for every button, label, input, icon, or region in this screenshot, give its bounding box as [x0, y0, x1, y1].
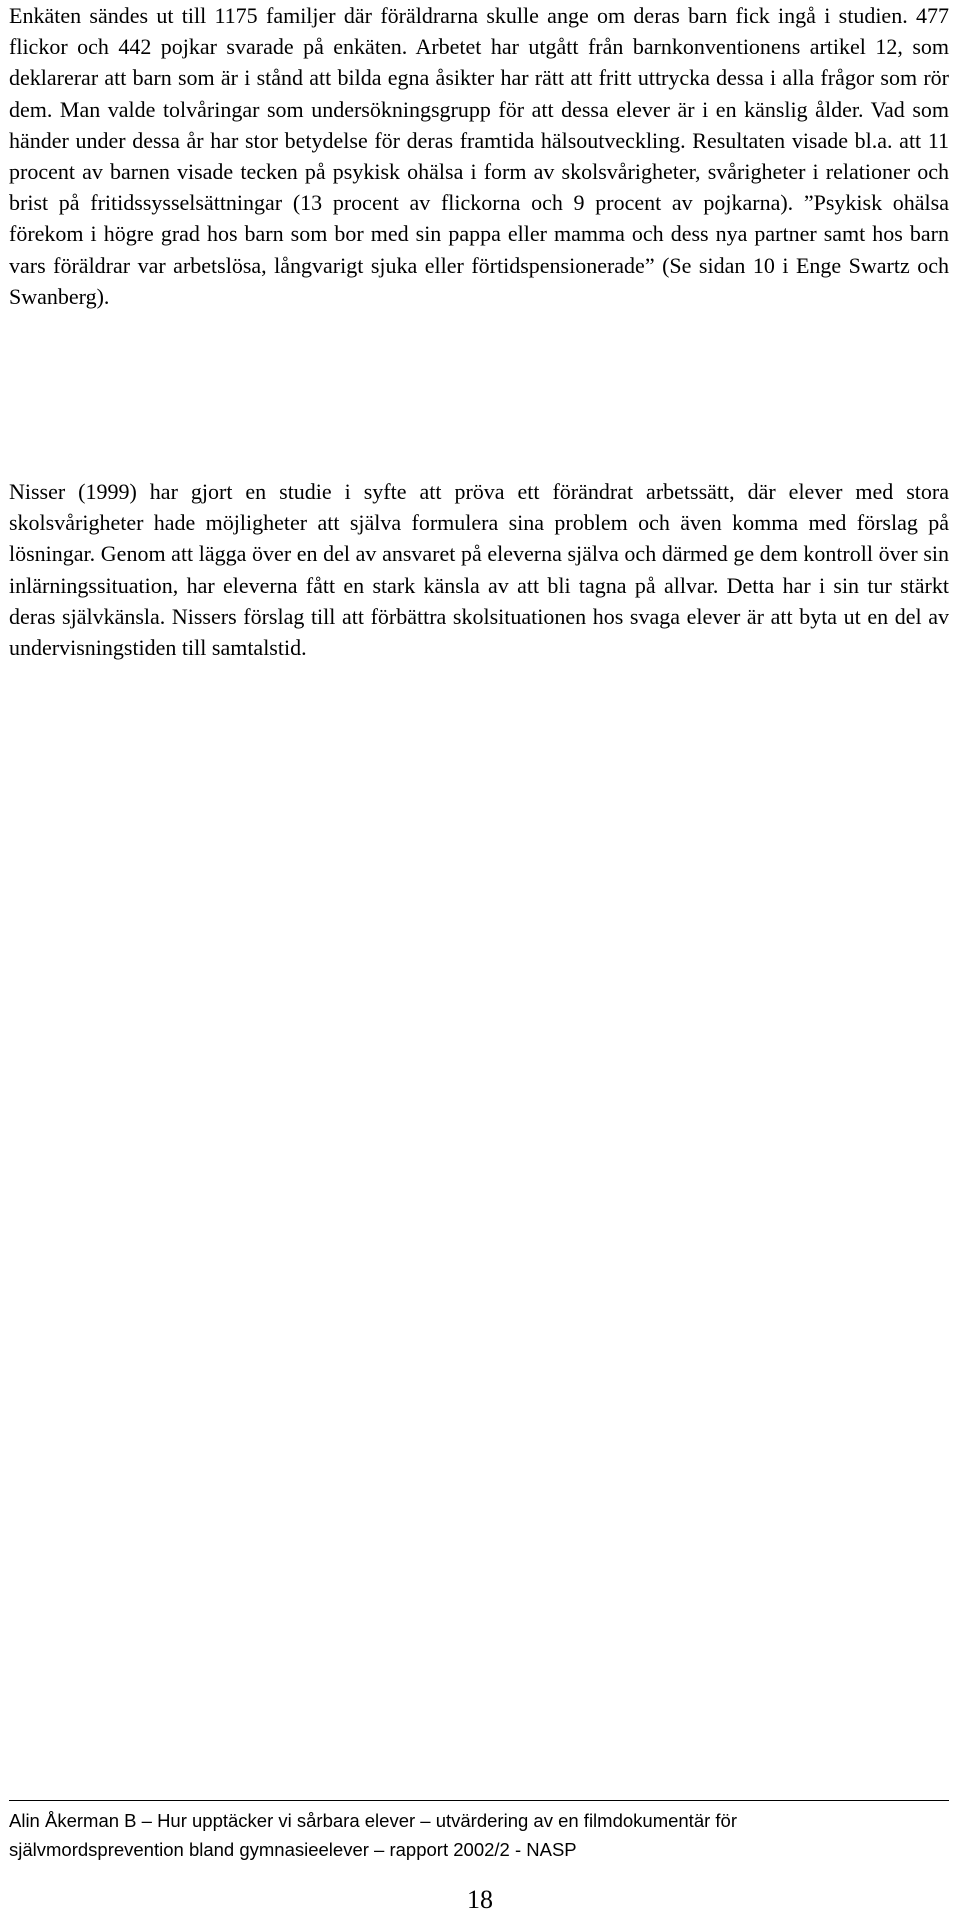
page-number: 18 — [467, 1885, 493, 1914]
footer — [9, 1806, 949, 1864]
body-paragraph-1: Enkäten sändes ut till 1175 familjer där föräldrarna skulle ange om deras barn fick ingå i studien. 477 flickor och 442 pojkar svarade på enkäten. Arbetet har utgått från barnkonventionens artikel 12, som deklarerar att barn som är i stånd att bilda egna åsikter har rätt att fritt uttrycka dessa i alla frågor som rör dem. Man valde tolvåringar som undersökningsgrupp för att dessa elever är i en känslig ålder. Vad som händer under dessa år har stor betydelse för deras framtida hälsoutveckling. Resultaten visade bl.a. att 11 procent av barnen visade tecken på psykisk ohälsa i form av skolsvårigheter, svårigheter i relationer och brist på fritidssysselsättningar (13 procent av flickorna och 9 procent av pojkarna). ”Psykisk ohälsa förekom i högre grad hos barn som bor med sin pappa eller mamma och dess nya partner samt hos barn vars föräldrar var arbetslösa, långvarigt sjuka eller förtidspensionerade” (Se sidan 10 i Enge Swartz och Swanberg). — [9, 3, 949, 309]
footer-line-1: Alin Åkerman B – Hur upptäcker vi sårbara elever – utvärdering av en filmdokumentär för — [9, 1810, 738, 1831]
footer-divider — [9, 1800, 949, 1801]
body-paragraph-2: Nisser (1999) har gjort en studie i syfte att pröva ett förändrat arbetssätt, där elever med stora skolsvårigheter hade möjligheter att själva formulera sina problem och även komma med förslag på lösningar. Genom att lägga över en del av ansvaret på eleverna själva och därmed ge dem kontroll över sin inlärningssituation, har eleverna fått en stark känsla av att bli tagna på allvar. Detta har i sin tur stärkt deras självkänsla. Nissers förslag till att förbättra skolsituationen hos svaga elever är att byta ut en del av undervisningstiden till samtalstid. — [9, 479, 949, 661]
footer-line-2: självmordsprevention bland gymnasieelever – rapport 2002/2 - NASP — [9, 1839, 577, 1860]
